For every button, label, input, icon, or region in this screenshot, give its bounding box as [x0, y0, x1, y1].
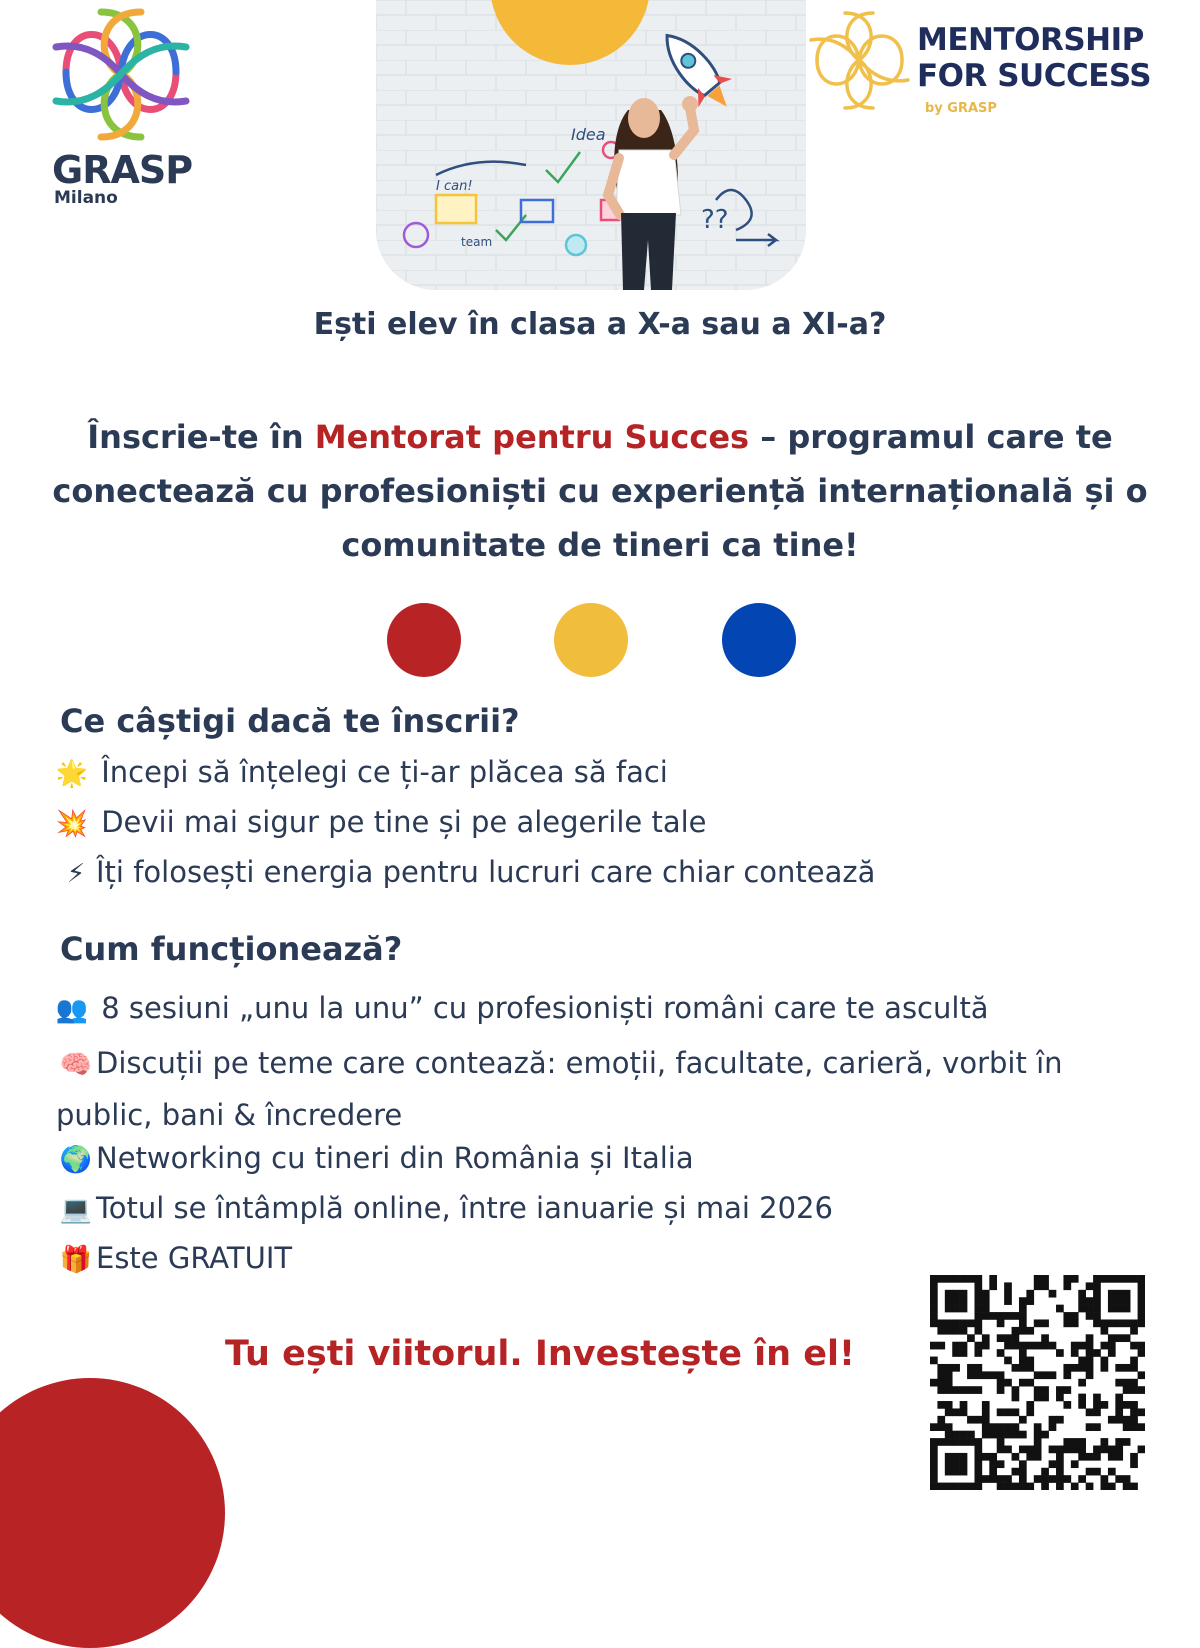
grasp-milano-logo	[40, 0, 210, 220]
sketch-word-ican: I can!	[436, 179, 473, 194]
grasp-wordmark: GRASP	[52, 148, 193, 192]
benefit-text: Începi să înțelegi ce ți-ar plăcea să faci	[101, 755, 668, 789]
gift-icon: 🎁	[59, 1245, 93, 1275]
how-item	[56, 1238, 292, 1280]
benefits-heading: Ce câștigi dacă te înscrii?	[60, 702, 520, 740]
how-item	[52, 988, 989, 1030]
benefit-item	[52, 752, 668, 794]
red-corner-circle	[0, 1378, 225, 1648]
mfs-knot-icon	[807, 8, 912, 113]
how-it-works-heading: Cum funcționează?	[60, 930, 403, 968]
how-text: Discuții pe teme care contează: emoții, facultate, carieră, vorbit în public, bani & încredere	[56, 1046, 1063, 1132]
benefit-item	[52, 802, 707, 844]
how-text: Networking cu tineri din România și Italia	[96, 1141, 694, 1175]
people-icon: 👥	[55, 995, 89, 1025]
globe-icon: 🌍	[59, 1145, 93, 1175]
how-text: Este GRATUIT	[96, 1241, 293, 1275]
intro-paragraph	[40, 410, 1160, 572]
intro-suffix: – programul care te conectează cu profesioniști cu experiență internațională și o comunitate de tineri ca tine!	[52, 418, 1148, 564]
lightning-icon: ⚡	[66, 859, 86, 889]
blue-dot	[722, 603, 796, 677]
question-heading: Ești elev în clasa a X-a sau a XI-a?	[313, 307, 887, 342]
mentorship-for-success-logo	[805, 0, 1195, 130]
grasp-city: Milano	[54, 188, 118, 208]
glowing-star-icon: 🌟	[55, 759, 89, 789]
program-name: Mentorat pentru Succes	[314, 418, 750, 456]
qr-code-icon[interactable]	[930, 1275, 1145, 1490]
mfs-title-line2: FOR SUCCESS	[917, 58, 1152, 94]
mfs-by-grasp: by GRASP	[925, 101, 997, 116]
collision-icon: 💥	[55, 809, 89, 839]
how-item	[56, 1138, 694, 1180]
intro-prefix: Înscrie-te în	[87, 418, 315, 456]
tagline: Tu ești viitorul. Investește în el!	[225, 1334, 855, 1374]
benefit-text: Îți folosești energia pentru lucruri care chiar contează	[96, 855, 876, 889]
brain-icon: 🧠	[59, 1050, 93, 1080]
sketch-word-team: team	[461, 235, 493, 249]
grasp-knot-icon	[46, 2, 196, 147]
svg-text:??: ??	[701, 205, 729, 235]
how-text: Totul se întâmplă online, între ianuarie și mai 2026	[96, 1191, 833, 1225]
benefit-text: Devii mai sigur pe tine și pe alegerile tale	[101, 805, 707, 839]
how-item	[56, 1188, 833, 1230]
yellow-dot	[554, 603, 628, 677]
how-item	[56, 1038, 1166, 1140]
laptop-icon: 💻	[59, 1195, 93, 1225]
benefit-item	[56, 852, 875, 894]
red-dot	[387, 603, 461, 677]
how-text: 8 sesiuni „unu la unu” cu profesioniști români care te ascultă	[101, 991, 989, 1025]
sketch-word-idea: Idea	[571, 125, 606, 144]
mfs-title-line1: MENTORSHIP	[917, 22, 1144, 58]
